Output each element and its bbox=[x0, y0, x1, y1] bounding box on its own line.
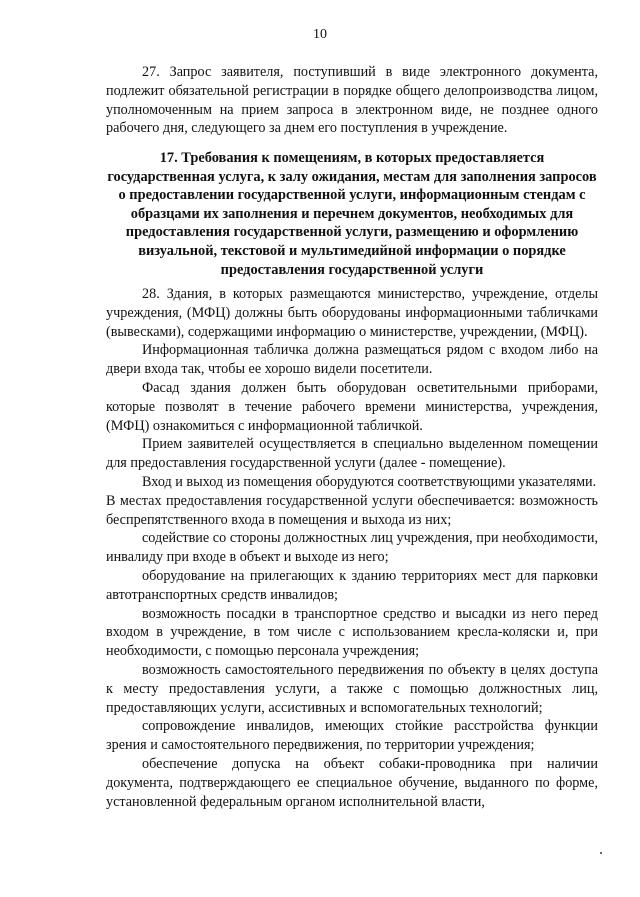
paragraph-guide-dog: обеспечение допуска на объект собаки-проводника при наличии документа, подтверждающего ее специальное обучение, выданного по форме, установленной федеральным органом исполнительной власти, bbox=[106, 755, 598, 810]
paragraph-27-block bbox=[106, 63, 598, 138]
paragraph-27: 27. Запрос заявителя, поступивший в виде электронного документа, подлежит обязательной регистрации в порядке общего делопроизводства лицом, уполномоченным на прием запроса в электронном виде, не позднее одного рабочего дня, следующего за днем его поступления в учреждение. bbox=[106, 64, 598, 137]
page-number: 10 bbox=[313, 27, 327, 42]
paragraph-boarding: возможность посадки в транспортное средство и высадки из него перед входом в учреждение, в том числе с использованием кресла-коляски и, при необходимости, с помощью персонала учреждения; bbox=[106, 605, 598, 660]
paragraph-entrance: Вход и выход из помещения оборудуются соответствующими указателями. bbox=[142, 473, 597, 490]
paragraph-reception: Прием заявителей осуществляется в специально выделенном помещении для предоставления государственной услуги (далее - помещение). bbox=[106, 436, 598, 472]
paragraph-movement: возможность самостоятельного передвижения по объекту в целях доступа к месту предоставления услуги, а также с помощью должностных лиц, предоставляющих услуги, ассистивных и вспомогательных технологий; bbox=[106, 661, 598, 716]
section-17-heading: 17. Требования к помещениям, в которых предоставляется государственная услуга, к залу ожидания, местам для заполнения запросов о предоставлении государственной услуги, информационным стендам с образцами их заполнения и перечнем документов, необходимых для предоставления государственной услуги, размещению и оформлению визуальной, текстовой и мультимедийной информации о порядке предоставления государственной услуги bbox=[107, 150, 597, 278]
section-17-body bbox=[106, 285, 598, 811]
paragraph-28: 28. Здания, в которых размещаются министерство, учреждение, отделы учреждения, (МФЦ) должны быть оборудованы информационными табличками (вывесками), содержащими информацию о министерстве, учреждении, (МФЦ). bbox=[106, 286, 598, 340]
paragraph-parking: оборудование на прилегающих к зданию территориях мест для парковки автотранспортных средств инвалидов; bbox=[106, 567, 598, 603]
scan-speck bbox=[600, 852, 602, 854]
paragraph-provision-places: В местах предоставления государственной услуги обеспечивается: возможность беспрепятственного входа в помещения и выхода из них; bbox=[106, 492, 598, 528]
paragraph-signboard: Информационная табличка должна размещаться рядом с входом либо на двери входа так, чтобы ее хорошо видели посетители. bbox=[106, 342, 598, 378]
paragraph-assistance: содействие со стороны должностных лиц учреждения, при необходимости, инвалиду при входе в объект и выходе из него; bbox=[106, 530, 598, 566]
paragraph-escort: сопровождение инвалидов, имеющих стойкие расстройства функции зрения и самостоятельного передвижения, по территории учреждения; bbox=[106, 718, 598, 754]
paragraph-facade: Фасад здания должен быть оборудован осветительными приборами, которые позволят в течение рабочего времени министерства, учреждения, (МФЦ) ознакомиться с информационной табличкой. bbox=[106, 379, 598, 434]
